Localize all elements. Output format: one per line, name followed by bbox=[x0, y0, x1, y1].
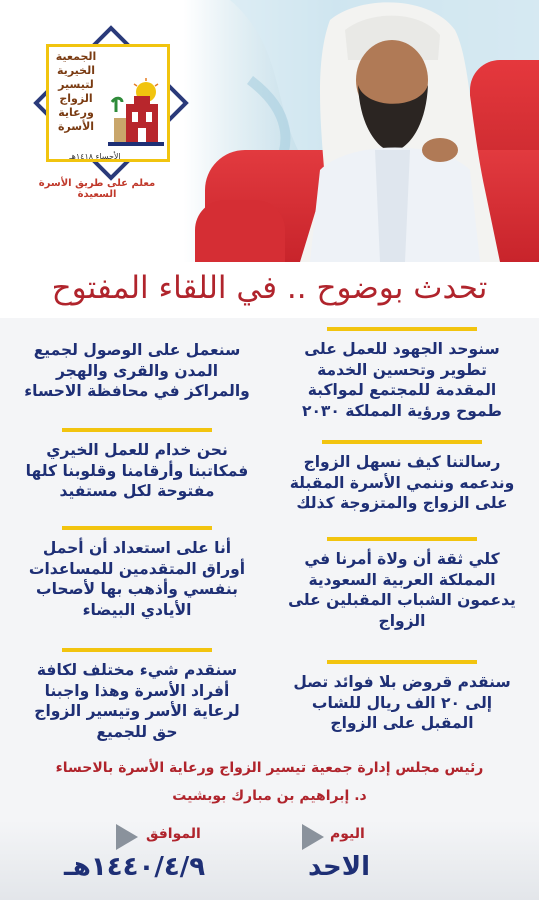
play-arrow-icon bbox=[300, 822, 326, 852]
divider bbox=[62, 428, 212, 432]
divider bbox=[322, 440, 482, 444]
chairman-role: رئيس مجلس إدارة جمعية تيسير الزواج ورعاية الأسرة بالاحساء bbox=[55, 760, 484, 776]
association-logo bbox=[36, 28, 186, 178]
logo-name: الجمعية الخيرية لتيسير الزواج ورعاية الأسرة bbox=[55, 50, 97, 133]
day-value: الاحد bbox=[308, 852, 371, 882]
building-icon bbox=[108, 78, 164, 150]
statement-right-3: كلي ثقة أن ولاة أمرنا في المملكة العربية السعودية يدعمون الشباب المقبلين على الزواج bbox=[287, 537, 517, 631]
statement-left-3: أنا على استعداد أن أحمل أوراق المتقدمين للمساعدات بنفسي وأذهب بها لأصحاب الأيادي البيضاء bbox=[22, 526, 252, 620]
logo-city-year: الأحساء ١٤١٨هـ bbox=[69, 152, 121, 161]
date-label: الموافق bbox=[146, 826, 201, 842]
divider bbox=[327, 327, 477, 331]
divider bbox=[327, 537, 477, 541]
divider bbox=[62, 648, 212, 652]
statement-right-2: رسالتنا كيف نسهل الزواج وندعمه وننمي الأسرة المقبلة على الزواج والمتزوجة كذلك bbox=[287, 440, 517, 514]
divider bbox=[62, 526, 212, 530]
page-title: تحدث بوضوح .. في اللقاء المفتوح bbox=[51, 270, 488, 306]
chairman-name: د. إبراهيم بن مبارك بوبشيت bbox=[172, 788, 367, 804]
day-label: اليوم bbox=[330, 826, 365, 842]
hero-banner bbox=[0, 0, 539, 262]
statement-left-1: سنعمل على الوصول لجميع المدن والقرى والهجر والمراكز في محافظة الاحساء bbox=[24, 341, 250, 400]
date-value: ١٤٤٠/٤/٩هـ bbox=[64, 852, 206, 882]
play-arrow-icon bbox=[114, 822, 140, 852]
statement-right-1: سنوحد الجهود للعمل على تطوير وتحسين الخدمة المقدمة للمجتمع لمواكبة طموح ورؤية المملكة ٢٠٣٠ bbox=[287, 327, 517, 421]
speaker-photo bbox=[270, 0, 500, 262]
statement-left-2: نحن خدام للعمل الخيري فمكاتبنا وأرقامنا وقلوبنا كلها مفتوحة لكل مستفيد bbox=[22, 428, 252, 502]
divider bbox=[327, 660, 477, 664]
statement-right-4: سنقدم قروض بلا فوائد تصل إلى ٢٠ الف ريال للشاب المقبل على الزواج bbox=[287, 660, 517, 734]
logo-tagline: معلم على طريق الأسرة السعيدة bbox=[38, 178, 156, 200]
statement-left-4: سنقدم شيء مختلف لكافة أفراد الأسرة وهذا واجبنا لرعاية الأسر وتيسير الزواج حق للجميع bbox=[22, 648, 252, 742]
